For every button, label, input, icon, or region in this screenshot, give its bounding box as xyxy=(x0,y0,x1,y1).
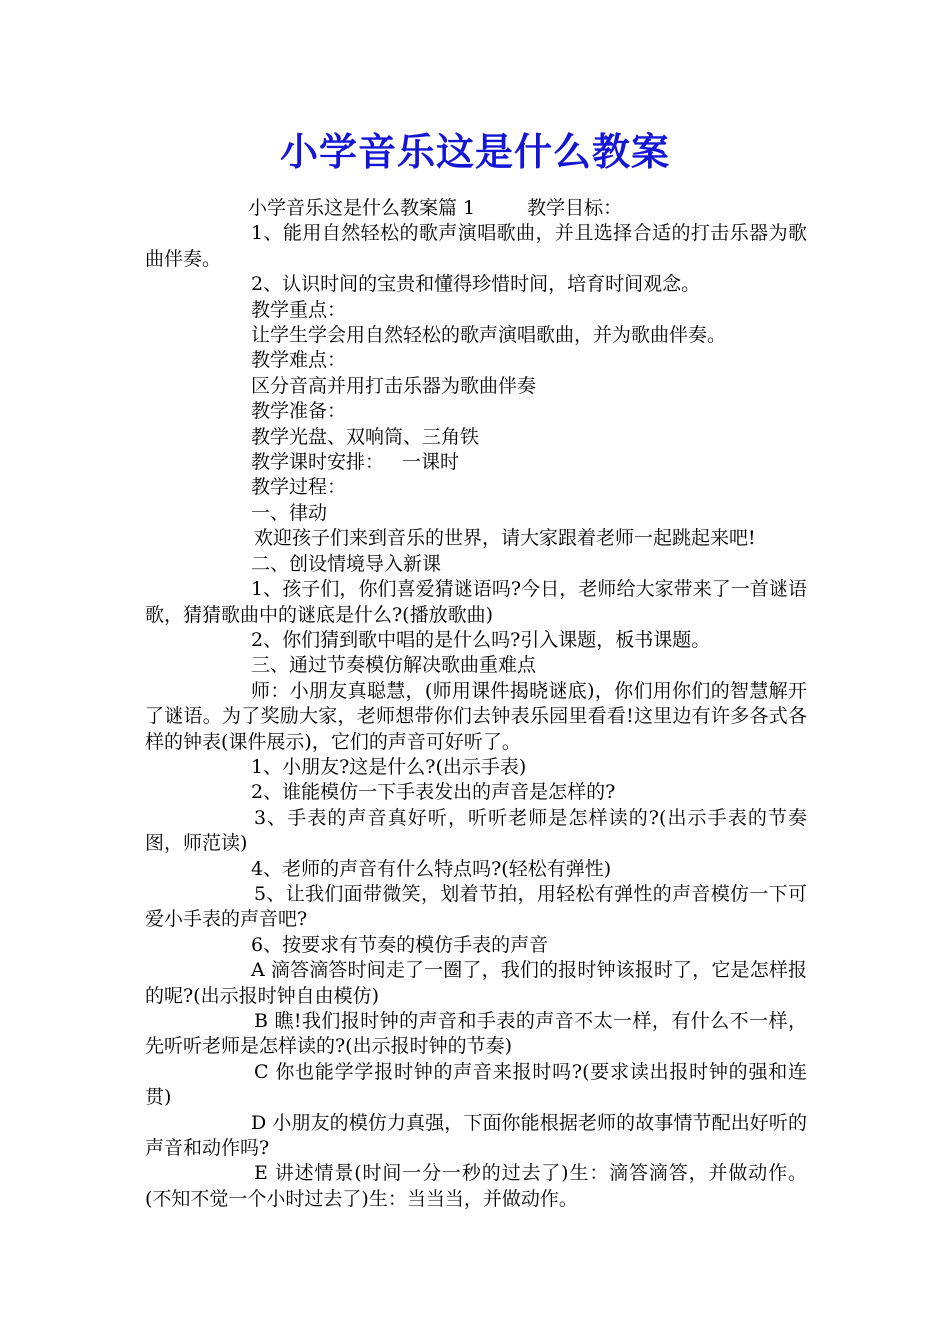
paragraph: B 瞧!我们报时钟的声音和手表的声音不太一样，有什么不一样，先听听老师是怎样读的?(出示报时钟的节奏) xyxy=(145,1010,807,1058)
intro-line xyxy=(145,196,807,221)
paragraph: 让学生学会用自然轻松的歌声演唱歌曲，并为歌曲伴奏。 xyxy=(251,324,727,347)
paragraph: 欢迎孩子们来到音乐的世界，请大家跟着老师一起跳起来吧! xyxy=(254,527,756,550)
paragraph: 5、让我们面带微笑，划着节拍，用轻松有弹性的声音模仿一下可爱小手表的声音吧? xyxy=(145,882,807,931)
paragraph: A 滴答滴答时间走了一圈了，我们的报时钟该报时了，它是怎样报的呢?(出示报时钟自由模仿) xyxy=(145,959,807,1007)
paragraph: 教学准备： xyxy=(251,400,347,423)
paragraph: 三、通过节奏模仿解决歌曲重难点 xyxy=(251,654,537,677)
paragraph: 教学难点： xyxy=(251,349,347,372)
paragraph: 一、律动 xyxy=(251,501,328,524)
paragraph: 1、小朋友?这是什么?(出示手表) xyxy=(251,755,527,778)
schedule-line xyxy=(145,450,807,475)
paragraph: 6、按要求有节奏的模仿手表的声音 xyxy=(251,933,549,956)
document-title: 小学音乐这是什么教案 xyxy=(279,130,670,174)
paragraph: 区分音高并用打击乐器为歌曲伴奏 xyxy=(251,374,537,397)
paragraph: 教学光盘、双响筒、三角铁 xyxy=(251,425,480,448)
paragraph: 2、认识时间的宝贵和懂得珍惜时间，培育时间观念。 xyxy=(251,273,701,296)
paragraph: 二、创设情境导入新课 xyxy=(251,552,442,575)
paragraph: E 讲述情景(时间一分一秒的过去了)生：滴答滴答，并做动作。 (不知不觉一个小时过去了)生：当当当，并做动作。 xyxy=(145,1162,807,1210)
schedule-label: 教学课时安排： xyxy=(251,451,385,474)
intro-heading: 小学音乐这是什么教案篇 1 xyxy=(248,197,476,219)
paragraph: 3、手表的声音真好听，听听老师是怎样读的?(出示手表的节奏图，师范读) xyxy=(145,806,807,855)
paragraph: 2、你们猜到歌中唱的是什么吗?引入课题，板书课题。 xyxy=(251,628,711,651)
paragraph: D 小朋友的模仿力真强，下面你能根据老师的故事情节配出好听的声音和动作吗? xyxy=(145,1111,807,1160)
intro-objectives-label: 教学目标： xyxy=(527,197,623,219)
paragraph: C 你也能学学报时钟的声音来报时吗?(要求读出报时钟的强和连贯) xyxy=(145,1060,807,1109)
paragraph: 教学过程： xyxy=(251,476,347,499)
paragraph: 师：小朋友真聪慧，(师用课件揭晓谜底)，你们用你们的智慧解开了谜语。为了奖励大家，老师想带你们去钟表乐园里看看!这里边有许多各式各样的钟表(课件展示)，它们的声音可好听了。 xyxy=(145,679,807,753)
document-body xyxy=(145,196,807,1212)
paragraph: 2、谁能模仿一下手表发出的声音是怎样的? xyxy=(251,781,616,804)
paragraph: 1、孩子们，你们喜爱猜谜语吗?今日，老师给大家带来了一首谜语歌，猜猜歌曲中的谜底是什么?(播放歌曲) xyxy=(145,578,807,626)
paragraph: 教学重点： xyxy=(251,298,347,321)
schedule-value: 一课时 xyxy=(402,451,460,474)
paragraph: 1、能用自然轻松的歌声演唱歌曲，并且选择合适的打击乐器为歌曲伴奏。 xyxy=(145,222,807,270)
paragraph: 4、老师的声音有什么特点吗?(轻松有弹性) xyxy=(251,857,612,880)
